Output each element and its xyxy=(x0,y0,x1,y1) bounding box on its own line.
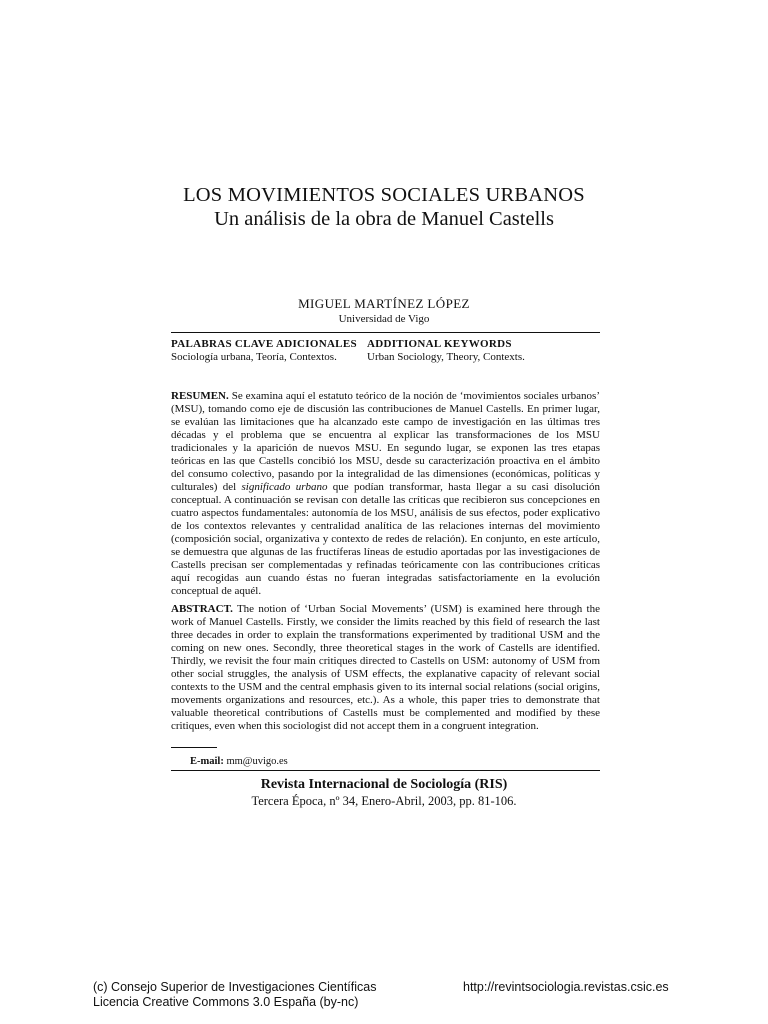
author-block xyxy=(0,296,768,326)
keywords-es-heading: PALABRAS CLAVE ADICIONALES xyxy=(171,338,357,350)
journal-issue: Tercera Época, nº 34, Enero-Abril, 2003, pp. 81-106. xyxy=(251,794,517,808)
resumen-paragraph xyxy=(171,390,600,598)
keywords-en-heading: ADDITIONAL KEYWORDS xyxy=(367,338,512,350)
footnote-rule xyxy=(171,747,217,748)
abstract-text: The notion of ‘Urban Social Movements’ (USM) is examined here through the work of Manuel Castells. Firstly, we consider the limits reached by this field of research the last three decades in order to explain the transformations experimented by traditional USM and the coming on new ones. Secondly, three theoretical stages in the work of Castells are identified. Thirdly, we revisit the four main critiques directed to Castells on USM: autonomy of USM from other social struggles, the analysis of USM effects, the explanative capacity of relevant social contexts to the USM and the central emphasis given to its internal social relations (social origins, movements organizations and resources, etc.). As a whole, this paper tries to demonstrate that valuable theoretical contributions of Castells must be complemented and modified by these critiques, even when this sociologist did not accept them in a congruent integration. xyxy=(171,603,600,732)
footer-url: http://revintsociologia.revistas.csic.es xyxy=(463,980,669,994)
journal-block xyxy=(0,776,768,809)
keywords-en xyxy=(367,338,525,364)
author-affiliation: Universidad de Vigo xyxy=(338,313,430,325)
author-email xyxy=(190,755,288,768)
email-value: mm@uvigo.es xyxy=(223,756,288,767)
footer-license-text: Licencia Creative Commons 3.0 España (by-nc) xyxy=(93,995,359,1009)
email-label: E-mail: xyxy=(190,756,224,767)
keywords-en-text: Urban Sociology, Theory, Contexts. xyxy=(367,351,525,363)
bottom-rule xyxy=(171,770,600,771)
keywords-es xyxy=(171,338,357,364)
footer-copyright: (c) Consejo Superior de Investigaciones Científicas xyxy=(93,980,377,994)
title-block xyxy=(0,183,768,232)
resumen-text-1: Se examina aquí el estatuto teórico de la noción de ‘movimientos sociales urbanos’ (MSU), tomando como eje de discusión las contribuciones de Manuel Castells. En primer lugar, se evalúan las limitaciones que ha alcanzado este campo de investigación en las últimas tres décadas y el problema que se encuentra al explicar las transformaciones de los MSU tradicionales y la aparición de nuevos MSU. En segundo lugar, se exponen las tres etapas teóricas en las que Castells concibió los MSU, desde su caracterización proactiva en el ámbito del consumo colectivo, pasando por la integralidad de las dimensiones (económicas, políticas y culturales) del xyxy=(171,390,600,493)
resumen-text-2: que podían transformar, hasta llegar a su casi disolución conceptual. A continuación se revisan con detalle las críticas que recibieron sus concepciones en cuatro aspectos fundamentales: autonomía de los MSU, análisis de sus efectos, poder explicativo de los contextos relevantes y centralidad analítica de las relaciones internas del movimiento (composición social, organizativa y contexto de redes de relación). En conjunto, en este artículo, se demuestra que algunas de las fructíferas líneas de estudio aportadas por las investigaciones de Castells precisan ser complementadas y refinadas teóricamente con las contribuciones críticas aquí recogidas aun cuando éstas no fueran integradas satisfactoriamente en la evolución conceptual de aquél. xyxy=(171,481,600,597)
abstract-lead: ABSTRACT. xyxy=(171,603,233,615)
journal-name: Revista Internacional de Sociología (RIS) xyxy=(260,777,508,792)
footer-license xyxy=(93,980,376,1010)
article-title: LOS MOVIMIENTOS SOCIALES URBANOS xyxy=(183,184,585,206)
author-name: MIGUEL MARTÍNEZ LÓPEZ xyxy=(298,296,470,311)
article-subtitle: Un análisis de la obra de Manuel Castells xyxy=(214,208,554,230)
top-rule xyxy=(171,332,600,333)
resumen-italic: significado urbano xyxy=(241,481,328,493)
abstract-paragraph xyxy=(171,603,600,733)
resumen-lead: RESUMEN. xyxy=(171,390,229,402)
keywords-es-text: Sociología urbana, Teoría, Contextos. xyxy=(171,351,337,363)
